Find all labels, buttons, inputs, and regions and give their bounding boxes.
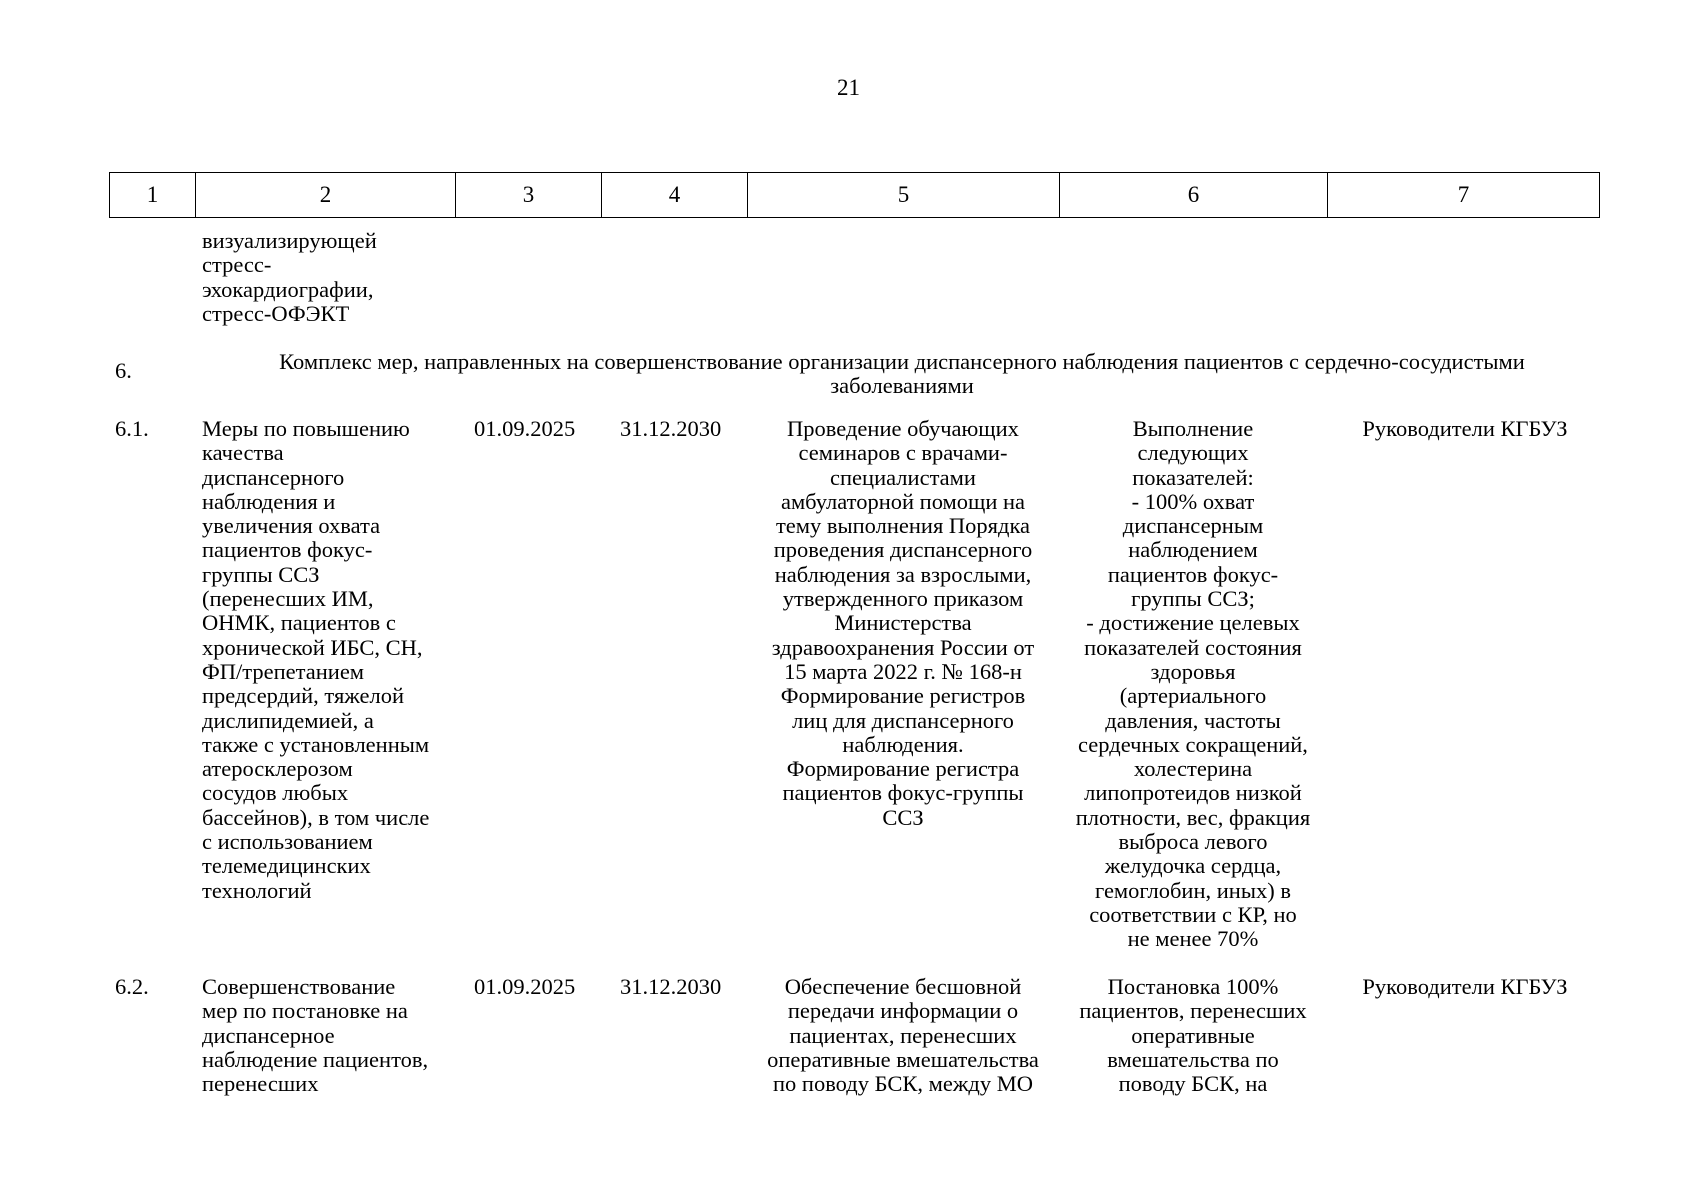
header-col-3: 3 [456,173,602,218]
row-6-2-responsible: Руководители КГБУЗ [1362,974,1568,999]
row-6-1-measure: Меры по повышению качества диспансерного наблюдения и увеличения охвата пациентов фокус- группы ССЗ (перенесших ИМ, ОНМК, пациентов с хронической ИБС, СН, ФП/трепетанием предсердий, тяжелой дислипидемией, а также с установленным атеросклерозом сосудов любых бассейнов), в том числе с использованием телемедицинских технологий [202,416,430,903]
section-title: Комплекс мер, направленных на совершенствование организации диспансерного наблюдения пациентов с сердечно-сосудистыми заболеваниями [279,349,1525,399]
header-col-7: 7 [1328,173,1600,218]
header-col-2: 2 [196,173,456,218]
header-col-5: 5 [748,173,1060,218]
row-6-2-action: Обеспечение бесшовной передачи информации о пациентах, перенесших оперативные вмешательства по поводу БСК, между МО [767,974,1039,1097]
row-6-1-result: Выполнение следующих показателей: - 100% охват диспансерным наблюдением пациентов фокус- группы ССЗ; - достижение целевых показателей состояния здоровья (артериального давления, частоты сердечных сокращений, холестерина липопротеидов низкой плотности, вес, фракция выброса левого желудочка сердца, гемоглобин, иных) в соответствии с КР, но не менее 70% [1075,416,1311,952]
header-col-4: 4 [602,173,748,218]
header-col-6: 6 [1060,173,1328,218]
row-6-2-start-date: 01.09.2025 [474,974,576,999]
row-6-1-responsible: Руководители КГБУЗ [1362,416,1568,441]
section-number: 6. [115,358,132,383]
row-6-2-number: 6.2. [115,974,149,999]
page-number: 21 [837,75,860,100]
row-6-2-measure: Совершенствование мер по постановке на диспансерное наблюдение пациентов, перенесших [202,974,429,1097]
row-6-1-number: 6.1. [115,416,149,441]
row-6-1-end-date: 31.12.2030 [620,416,722,441]
continuation-measure-text: визуализирующей стресс- эхокардиографии, стресс-ОФЭКТ [202,228,377,326]
row-6-1-action: Проведение обучающих семинаров с врачами- специалистами амбулаторной помощи на тему выполнения Порядка проведения диспансерного наблюдения за взрослыми, утвержденного приказом Министерства здравоохранения России от 15 марта 2022 г. № 168-н Формирование регистров лиц для диспансерного наблюдения. Формирование регистра пациентов фокус-группы ССЗ [771,416,1035,830]
header-col-1: 1 [110,173,196,218]
row-6-2-result: Постановка 100% пациентов, перенесших оперативные вмешательства по поводу БСК, на [1079,974,1307,1097]
row-6-1-start-date: 01.09.2025 [474,416,576,441]
row-6-2-end-date: 31.12.2030 [620,974,722,999]
